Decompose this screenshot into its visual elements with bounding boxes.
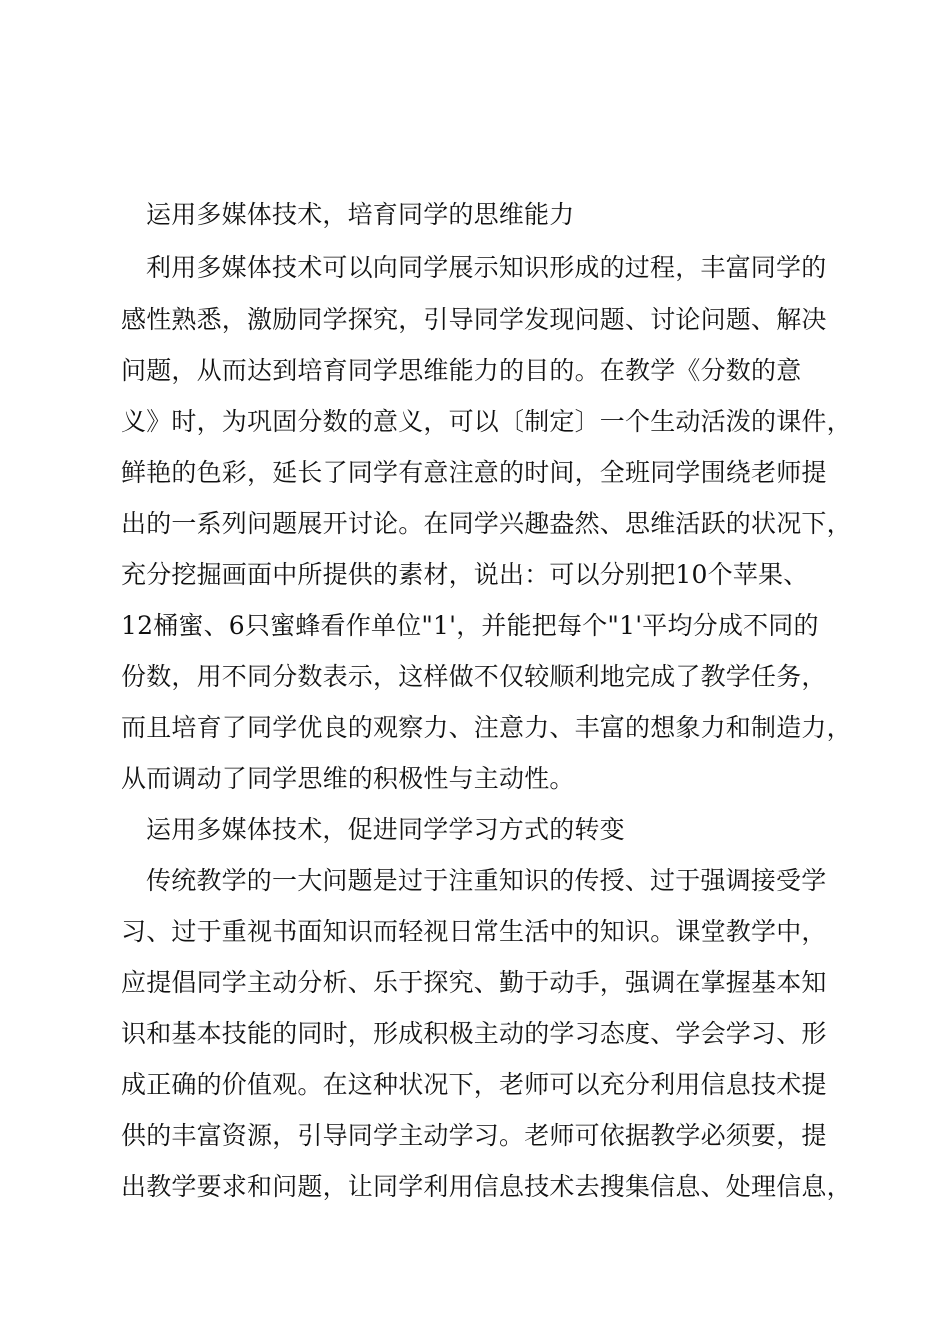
section-2-line-6: 供的丰富资源，引导同学主动学习。老师可依据教学必须要，提 xyxy=(121,1121,827,1150)
section-1-line-8: 12桶蜜、6只蜜蜂看作单位"1'，并能把每个"1'平均分成不同的 xyxy=(121,611,819,640)
section-2-line-3: 应提倡同学主动分析、乐于探究、勤于动手，强调在掌握基本知 xyxy=(121,968,827,997)
section-1-line-3: 问题，从而达到培育同学思维能力的目的。在教学《分数的意 xyxy=(121,356,802,385)
section-2-line-2: 习、过于重视书面知识而轻视日常生活中的知识。课堂教学中， xyxy=(121,917,827,946)
section-1-line-2: 感性熟悉，激励同学探究，引导同学发现问题、讨论问题、解决 xyxy=(121,305,827,334)
section-1-line-1: 利用多媒体技术可以向同学展示知识形成的过程，丰富同学的 xyxy=(146,253,827,282)
section-2-line-4: 识和基本技能的同时，形成积极主动的学习态度、学会学习、形 xyxy=(121,1019,827,1048)
section-2-line-5: 成正确的价值观。在这种状况下，老师可以充分利用信息技术提 xyxy=(121,1070,827,1099)
section-1-line-9: 份数，用不同分数表示，这样做不仅较顺利地完成了教学任务， xyxy=(121,662,827,691)
section-2-line-7: 出教学要求和问题，让同学利用信息技术去搜集信息、处理信息， xyxy=(121,1172,852,1201)
section-1-line-7: 充分挖掘画面中所提供的素材，说出：可以分别把10个苹果、 xyxy=(121,560,809,589)
section-1-line-4: 义》时，为巩固分数的意义，可以〔制定〕一个生动活泼的课件， xyxy=(121,407,852,436)
section-2-line-1: 传统教学的一大问题是过于注重知识的传授、过于强调接受学 xyxy=(146,866,827,895)
section-1-line-11: 从而调动了同学思维的积极性与主动性。 xyxy=(121,764,575,793)
section-1-heading: 运用多媒体技术，培育同学的思维能力 xyxy=(146,200,575,229)
section-1-line-5: 鲜艳的色彩，延长了同学有意注意的时间，全班同学围绕老师提 xyxy=(121,458,827,487)
section-2-heading: 运用多媒体技术，促进同学学习方式的转变 xyxy=(146,815,625,844)
section-1-line-10: 而且培育了同学优良的观察力、注意力、丰富的想象力和制造力， xyxy=(121,713,852,742)
section-1-line-6: 出的一系列问题展开讨论。在同学兴趣盎然、思维活跃的状况下， xyxy=(121,509,852,538)
